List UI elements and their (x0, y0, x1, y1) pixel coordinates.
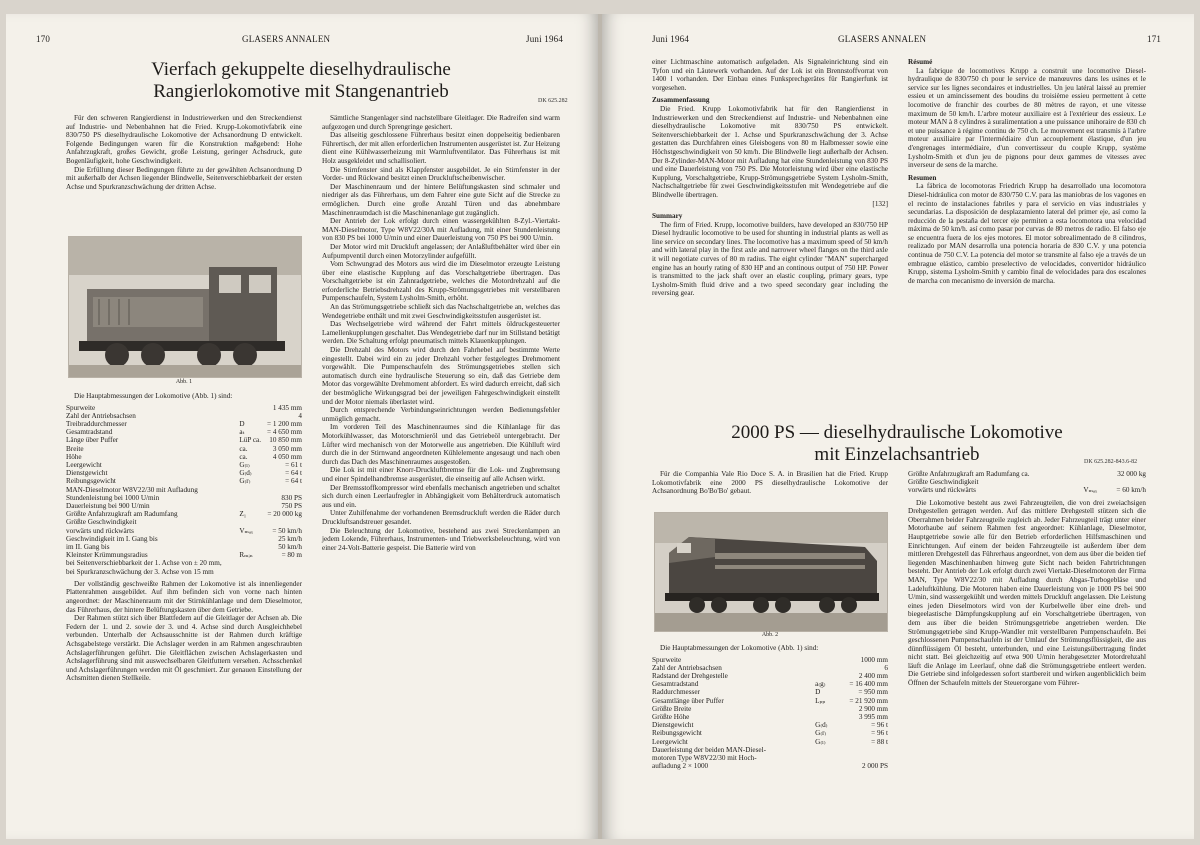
paragraph: Für den schweren Rangierdienst in Industriewerken und den Streckendienst auf Industrie- und Nebenbahnen hat die Fried. Krupp-Lokomotivfabrik eine 830/750 PS dieselhydraulische Lokomotive der Achsanordnung D entwickelt. Folgende Bedingungen waren für die Konstruktion maßgebend: Hohe Anfahrzugkraft, großes Gewicht, große Leistung, geringer Achsdruck, gute Bogenläufigkeit, hohe Geschwindigkeit. (66, 114, 302, 165)
dimension-label: MAN-Dieselmotor W8V22/30 mit Aufladung (66, 485, 198, 494)
dimension-symbol (237, 494, 263, 502)
article-title-2 (662, 422, 1132, 466)
title2-line-1: 2000 PS — dieselhydraulische Lokomotive (731, 422, 1063, 443)
dimension-row (66, 420, 302, 428)
dimension-value: = 60 km/h (1116, 486, 1146, 495)
paragraph: Der Motor wird mit Druckluft angelassen; der Anlaßluftbehälter wird über ein Aufpumpventil durch einen Motorzylinder aufgefüllt. (322, 242, 560, 260)
dimension-row (652, 721, 888, 729)
dimension-symbol: G₍d₎ (815, 721, 828, 730)
dimension-symbol (813, 656, 833, 664)
dimension-value: 1000 mm (860, 655, 888, 664)
section-heading: Summary (652, 212, 683, 221)
dimension-row (652, 705, 888, 713)
dimension-label: Dienstgewicht (66, 469, 108, 478)
dimension-row (652, 746, 888, 754)
dimension-row (652, 762, 888, 770)
dimension-row (66, 469, 302, 477)
dimension-value: = 4 650 mm (266, 428, 302, 437)
title-line-2: Rangierlokomotive mit Stangenantrieb (153, 81, 449, 102)
dimension-symbol: D (239, 420, 245, 428)
dimension-row (66, 477, 302, 485)
dimension-symbol: LüP ca. (239, 436, 262, 445)
dimension-row (908, 486, 1146, 494)
dimension-label: Raddurchmesser (652, 688, 700, 697)
dimension-label: Radstand der Drehgestelle (652, 672, 728, 680)
paragraph: Durch entsprechende Verbindungseinrichtungen werden Bedienungsfehler unmöglich gemacht. (322, 406, 560, 423)
dimension-label: Reibungsgewicht (66, 477, 116, 486)
paragraph: Vom Schwungrad des Motors aus wird die im Dieselmotor erzeugte Leistung über eine elastische Kupplung auf das Vorschaltgetriebe übertragen. Das Vorschaltgetriebe ist ein Zahnradgetriebe, welches die Motordrehzahl auf die erforderliche Betriebsdrehzahl des Krupp-Strömungsgetriebes mit verstellbaren Pumpenschaufeln, System Lysholm-Smith, erhöht. (322, 260, 560, 303)
dimension-label: Dauerleistung bei 900 U/min (66, 502, 150, 511)
dimension-value (263, 518, 302, 526)
figure-caption: Abb. 2 (761, 632, 779, 638)
dimension-label: Spurweite (652, 655, 682, 664)
dimension-value: 3 995 mm (858, 713, 888, 722)
dimension-value: = 80 m (281, 551, 302, 560)
page-number: 170 (36, 34, 51, 44)
dimension-row (66, 535, 302, 543)
dimension-row (908, 470, 1146, 478)
dimension-value: = 61 t (285, 461, 302, 470)
paragraph: Sämtliche Stangenlager sind nachstellbare Gleitlager. Die Radreifen sind warm aufgezogen und durch Sprengringe gesichert. (322, 114, 560, 131)
dimension-label: Leergewicht (652, 737, 688, 746)
dimension-symbol (237, 404, 263, 412)
title-line-1: Vierfach gekuppelte dieselhydraulische (151, 59, 451, 80)
dimension-row (66, 518, 302, 526)
paragraph: Der Bremsstoffkompressor wird ebenfalls mechanisch angetrieben und schaltet sich durch einen Leerlaufregler in Abhängigkeit vom Behälterdruck automatisch aus und ein. (322, 483, 560, 509)
dimension-value (263, 486, 302, 494)
dimension-value: = 88 t (871, 737, 888, 746)
dimension-label: motoren Type W8V22/30 mit Hoch- (652, 754, 757, 763)
right-page (602, 14, 1194, 839)
dimension-symbol (237, 486, 263, 494)
dimension-value: 4 050 mm (272, 452, 302, 461)
paragraph: Im vorderen Teil des Maschinenraumes sind die Kühlanlage für das Motorkühlwasser, das Motorschmieröl und das Getriebeöl untergebracht. Der Lüfter wird mechanisch von der Motorwelle aus angetrieben. Die Kühlluft wird durch die in der Stirnwand angeordneten Kühlelemente angesaugt und nach oben durch das Dach des Maschinenraumes ausgestoßen. (322, 423, 560, 466)
paragraph: Der vollständig geschweißte Rahmen der Lokomotive ist als innenliegender Plattenrahmen ausgebildet. Auf ihm befinden sich von vorne nach hinten angeordnet: der Maschinenraum mit der Stirnkühlanlage und dem Dieselmotor, das Führerhaus, der hintere Belüftungskasten über dem Getriebe. (66, 579, 302, 614)
dimension-symbol: Z₁ (239, 510, 247, 519)
paragraph: The firm of Fried. Krupp, locomotive builders, have developed an 830/750 HP Diesel hydraulic locomotive to be used for shunting in industrial plants as well as line service on secondary lines. The locomotive has a maximum speed of 50 km/h and with lateral play in the first axle and narrower wheel flanges on the third axle it will negotiate curves of 80 m radius. The eight cylinder "MAN" supercharged engine has an hourly rating of 830 HP and an continous output of 750 HP. Power is transmitted to the jack shaft over an elastic coupling, primary gears, type Lysholm-Smith fluid drive and a two speed secondary gear including the reversing gear. (652, 220, 888, 298)
dimension-row (652, 680, 888, 688)
dimension-value: 3 050 mm (272, 444, 302, 453)
dimension-label: Leergewicht (66, 461, 102, 470)
dimension-row (66, 453, 302, 461)
dimension-value: = 21 920 mm (849, 696, 888, 705)
locomotive-photo-2 (654, 512, 888, 632)
left-page (6, 14, 598, 839)
dimension-label: Gesamtradstand (652, 680, 699, 689)
paragraph: Die Lok ist mit einer Knorr-Druckluftbremse für die Lok- und Zugbremsung und einer Spindelhandbremse ausgerüstet, die einseitig auf alle Achsen wirkt. (322, 466, 560, 483)
dimension-symbol (237, 502, 263, 510)
dimension-value: = 1 200 mm (266, 420, 302, 428)
dimension-value (1104, 478, 1146, 486)
dimension-label: Größte Geschwindigkeit (66, 518, 137, 527)
left-column-1 (66, 114, 302, 191)
dimension-symbol: ca. (239, 444, 248, 453)
section-heading: Résumé (908, 58, 933, 66)
dims-intro: Die Hauptabmessungen der Lokomotive (Abb. 1) sind: (660, 644, 819, 652)
dimension-symbol (813, 762, 833, 770)
dimension-label: Treibraddurchmesser (66, 420, 127, 428)
dimension-symbol: G₍ₗ₎ (815, 737, 826, 746)
dimension-row (66, 445, 302, 453)
paragraph: Das Wechselgetriebe wird während der Fahrt mittels öldruckgesteuerter Lamellenkupplungen geschaltet. Das Wendegetriebe darf nur im Stillstand betätigt werden. Die Schaltung erfolgt pneumatisch mittels Klauenkupplungen. (322, 320, 560, 346)
dimension-value (833, 754, 888, 762)
right-column-2-bottom (908, 470, 1146, 688)
left-dims-block (66, 392, 302, 683)
dimension-label: aufladung 2 × 1000 (652, 762, 709, 771)
dimension-value (263, 559, 302, 567)
paragraph: Die Stirnfenster sind als Klappfenster ausgebildet. Je ein Stirnfenster in der Vorder- und Rückwand besitzt einen Druckluftscheibenwischer. (322, 165, 560, 183)
dimension-value: = 96 t (871, 721, 888, 730)
dimension-symbol (813, 746, 833, 754)
dimension-symbol: Lₚₚ (815, 696, 826, 705)
paragraph: Für die Companhia Vale Rio Doce S. A. in Brasilien hat die Fried. Krupp Lokomotivfabrik eine 2000 PS dieselhydraulische Lokomotive der Achsanordnung Bo'Bo'Bo' gebaut. (652, 470, 888, 496)
dimension-label: Gesamtlänge über Puffer (652, 696, 724, 705)
paragraph: An das Strömungsgetriebe schließt sich das Nachschaltgetriebe an, welches das Wendegetriebe enthält und mit zwei Geschwindigkeitsstufen ausgerüstet ist. (322, 303, 560, 320)
dimension-symbol (237, 535, 263, 543)
dimension-label: Länge über Puffer (66, 436, 119, 445)
paragraph: La fabrique de locomotives Krupp a construit une locomotive Diesel-hydraulique de 830/750 ch pour le service de manœuvres dans les usines et le service sur les lignes secondaires et industrielles. Un jeu latéral laissé au premier essieu et un amincissement des boudins du troisième essieu permettent à cette locomotive de franchir des courbes de 80 mètres de rayon, et une vitesse maximum de 50 km/h. L'arbre moteur auxiliaire est à l'extérieur des essieux. Le moteur MAN à 8 cylindres à suralimentation a une puissance unihoraire de 830 ch et une puissance à régime continu de 750 ch. Le mouvement est transmis à l'arbre moteur auxiliaire par l'intermédiaire d'un accouplement élastique, d'un jeu d'engrenages intermédiaire, d'un convertisseur du couple Krupp, système Lysholm-Smith et d'un jeu de pignons pour deux gammes de vitesses avec inverseur de sens de la marche. (908, 66, 1146, 170)
running-head: GLASERS ANNALEN (838, 34, 927, 44)
dimension-value: = 96 t (871, 729, 888, 738)
dimension-symbol: G₍r₎ (815, 729, 827, 738)
left-column-2 (322, 114, 560, 552)
dimension-symbol (237, 412, 263, 420)
dimension-row (652, 729, 888, 737)
dimension-symbol: D (815, 688, 821, 697)
dimension-value: 25 km/h (278, 534, 302, 543)
dimension-value: = 16 400 mm (849, 680, 888, 689)
dimension-value: 2 400 mm (858, 672, 888, 680)
dimension-symbol (1081, 478, 1103, 486)
dimension-value: = 64 t (285, 477, 302, 486)
paragraph: Die Erfüllung dieser Bedingungen führte zu der gewählten Achsanordnung D mit außerhalb der Achsen liegender Blindwelle, Seitenverschiebbarkeit der ersten Achse und Spurkranzschwächung der dritten Achse. (66, 165, 302, 191)
dimension-row (66, 486, 302, 494)
title2-line-2: mit Einzelachsantrieb (814, 444, 980, 465)
dimension-symbol (813, 672, 833, 680)
section-heading: Zusammenfassung (652, 96, 710, 105)
dimension-symbol (813, 705, 833, 713)
dimension-row (66, 543, 302, 551)
dimension-row (66, 559, 302, 567)
dimension-row (652, 656, 888, 664)
dimension-label: bei Spurkranzschwächung der 3. Achse von 15 mm (66, 567, 214, 576)
dimension-symbol: Vₘₐₓ (239, 526, 253, 535)
paragraph: Die Lokomotive besteht aus zwei Fahrzeugteilen, die von drei zweiachsigen Drehgestellen getragen werden. Auf das mittlere Drehgestell stützen sich die Oberrahmen beider Fahrzeugteile zugleich ab. Jeder Fahrzeugteil trägt unter einer Motorhaube auf seinem Rahmen fest angeordnet: Kühlanlage, Dieselmotor, Hauptgetriebe sowie alle für den Betrieb erforderlichen Hilfsmaschinen und Einrichtungen. Auf einem der beiden Fahrzeugteile ist außerdem über dem mittleren Drehgestell das Führerhaus angeordnet, von dem aus über die beiden tief liegenden Maschinenhauben hinweg gute Sicht nach beiden Fahrtrichtungen besteht. Der Antrieb der Lok erfolgt durch zwei Viertakt-Dieselmotoren der Firma MAN, Type W8V22/30 mit Aufladung durch Abgas-Turbogebläse und Ladeluftkühlung. Die Motoren haben eine Dauerleistung von je 1000 PS bei 900 U/min, sind wassergekühlt und werden mittels Druckluft angelassen. Die Leistung eines jeden Dieselmotors wird von der Kurbelwelle über eine dreh- und biegeelastische Dämpfungskupplung auf ein Vorschaltgetriebe übertragen, von dem aus über die beiden Strömungsgetriebe angetrieben werden. Die Strömungsgetriebe sind Krupp-Wandler mit verstellbaren Pumpenschaufeln. Bei geschlossenen Pumpenschaufeln ist der Umlauf der Strömungsflüssigkeit, die aus dünnflüssigem Öl besteht, unterbunden, und eine Leistungsübertragung findet nicht statt. Bei gleichzeitig auf etwa 900 U/min herabgesetzter Motordrehzahl läuft die Anlage im Leerlauf, ohne daß die Strömungsgetriebe entleert werden. Die Getriebe sind infolgedessen sofort startbereit und wirken augenblicklich beim Öffnen der Schaufeln mittels der Steuerorgane vom Führer- (908, 498, 1146, 688)
dimension-value: 2 900 mm (858, 704, 888, 713)
dimension-row (66, 568, 302, 576)
running-head: GLASERS ANNALEN (242, 34, 331, 44)
dimension-row (66, 502, 302, 510)
dimension-symbol: G₍r₎ (239, 477, 251, 486)
dimension-value: 4 (298, 411, 302, 420)
paragraph: Unter Zuhilfenahme der vorhandenen Bremsdruckluft werden die Räder durch Druckluftsandstreuer gesandet. (322, 509, 560, 526)
dimension-value: 1 435 mm (272, 403, 302, 412)
dimension-label: Gesamtradstand (66, 428, 113, 437)
section-heading: Resumen (908, 173, 937, 182)
dimension-label: Kleinster Krümmungsradius (66, 551, 148, 560)
dimension-row (652, 754, 888, 762)
dimension-row (66, 404, 302, 412)
dimension-label: Höhe (66, 452, 82, 461)
dimension-row (652, 697, 888, 705)
dimension-symbol (237, 543, 263, 551)
dimension-row (66, 412, 302, 420)
dimension-value: = 64 t (285, 469, 302, 478)
dimension-value (263, 568, 302, 576)
dimension-value: 2 000 PS (862, 762, 888, 771)
right-column-1-top (652, 58, 888, 298)
paragraph: einer Lichtmaschine automatisch aufgeladen. Als Signaleinrichtung sind ein Tyfon und ein Läutewerk vorhanden. Auf der Lok ist ein Brennstoffvorrat von 1400 l vorhanden. Der Einbau eines Funksprechgerätes für Rangierfunk ist vorgesehen. (652, 58, 888, 92)
paragraph: Die Beleuchtung der Lokomotive, bestehend aus zwei Streckenlampen an jedem Lokende, Führerhaus, Instrumenten- und Triebwerksbeleuchtung, wird von einer 24-Volt-Batterie gespeist. Die Batterie wird von (322, 526, 560, 552)
dimension-label: Größte Anfahrzugkraft am Radumfang ca. (908, 470, 1030, 478)
dimension-row (908, 478, 1146, 486)
dimension-row (66, 494, 302, 502)
dimension-row (652, 688, 888, 696)
dk-classification: DK 625.282 (538, 98, 568, 104)
dimension-value: 830 PS (281, 493, 302, 502)
dimension-value: 50 km/h (278, 543, 302, 552)
dimension-value (833, 746, 888, 754)
paragraph: Der Antrieb der Lok erfolgt durch einen wassergekühlten 8-Zyl.-Viertakt-MAN-Dieselmotor, Type W8V22/30A mit Aufladung, mit einer Stundenleistung von 830 PS bei 1000 U/min und einer Dauerleistung von 750 PS bei 900 U/min. (322, 217, 560, 243)
right-intro (652, 470, 888, 496)
dimension-symbol (813, 754, 833, 762)
dimension-symbol (237, 518, 263, 526)
dimension-row (652, 672, 888, 680)
dimension-symbol (237, 559, 263, 567)
locomotive-photo-1 (68, 236, 302, 378)
dimension-label: Dienstgewicht (652, 721, 694, 730)
dimension-row (652, 664, 888, 672)
dimension-symbol: G₍d₎ (239, 469, 252, 478)
dimension-symbol (813, 713, 833, 721)
dimension-symbol: Rₘᵢₙ (239, 551, 253, 560)
dimension-label: Reibungsgewicht (652, 729, 702, 738)
dimension-label: Größte Breite (652, 704, 692, 713)
dimension-label: vorwärts und rückwärts (66, 526, 134, 535)
right-dims-block (652, 644, 888, 770)
dimension-row (66, 527, 302, 535)
dimension-label: Spurweite (66, 403, 96, 412)
dimension-symbol: G₍ₗ₎ (239, 461, 250, 470)
dimension-symbol: ca. (239, 452, 248, 461)
dims-intro: Die Hauptabmessungen der Lokomotive (Abb. 1) sind: (74, 392, 233, 400)
issue-date: Juni 1964 (526, 34, 564, 44)
paragraph: Die Fried. Krupp Lokomotivfabrik hat für den Rangierdienst in Industriewerken und den Streckendienst auf Industrie- und Nebenbahnen eine dieselhydraulische Lokomotive mit 830/750 PS entwickelt. Seitenverschiebbarkeit der 1. Achse und Spurkranzschwächung der 3. Achse gestatten das Durchfahren eines Gleisbogens von 80 m Halbmesser sowie eine Höchstgeschwindigkeit von 50 km/h. Die Blindwelle liegt außerhalb der Achsen. Der 8-Zylinder-MAN-Motor mit Aufladung hat eine Stundenleistung von 830 PS und eine Dauerleistung von 750 PS. Die Motorleistung wird über eine elastische Kupplung, Vorschaltgetriebe, Krupp-Strömungsgetriebe System Lysholm-Smith, Nachschaltgetriebe für zwei Geschwindigkeitsstufen mit Wendegetriebe auf die Blindwelle übertragen. (652, 104, 888, 199)
dimensions-table (66, 404, 302, 576)
dimension-label: Breite (66, 444, 84, 453)
dimension-symbol: Vₘₐₓ (1083, 486, 1098, 495)
paragraph: Der Rahmen stützt sich über Blattfedern auf die Gleitlager der Achsen ab. Die Federn der 1. und 2. sowie der 3. und 4. Achse sind durch Ausgleichhebel verbunden. Unterhalb der Achsausschnitte ist der Rahmen durch kräftige Achsgabelstege verstärkt. Die Achslager werden in am Rahmen angeschraubten Achslagerführungen geführt. Die Gleitflächen zwischen Achslagerkasten und Achslagerführung sind mit auswechselbaren Gleitfuttern versehen. Achsschenkel und Achslagerführungen werden mit Öl geschmiert. Zur genauen Einstellung der Achsmitten dienen Stellkeile. (66, 614, 302, 683)
page-number: 171 (1147, 34, 1162, 44)
dimension-row (652, 738, 888, 746)
dimension-label: bei Seitenverschiebbarkeit der 1. Achse von ± 20 mm, (66, 559, 222, 568)
dimension-symbol: a₍g₎ (815, 680, 826, 689)
dimension-value: = 950 mm (858, 688, 888, 697)
dimension-label: Stundenleistung bei 1000 U/min (66, 493, 160, 502)
dimension-label: Zahl der Antriebsachsen (652, 663, 722, 672)
dimension-row (66, 436, 302, 444)
paragraph: La fábrica de locomotoras Friedrich Krupp ha desarrollado una locomotora Diesel-hidráulica con motor de 830/750 C.V. para las maniobras de los vagones en el recinto de instalaciones fabriles y para el servicio en vías industriales y secundarias. La disposición de desplazamiento lateral del primer eje, así como la reducción de la pestaña del tercer eje permiten a esta locomotora una velocidad máxima de 50 km/h. así como pasar por curvas de 80 metros de radio. El falso eje se encuentra fuera de los ejes motores. El motor sobrealimentado de 8 cilindros, realizado por MAN desarrolla una potencia horaria de 830 C.V. y una potencia continua de 750 C.V. La potencia del motor se transmite al falso eje a través de un embrague elástico, cambio preselectivo de velocidades, convertidor hidráulico Krupp, sistema Lysholm-Smith y cambio final de velocidades para dos escalones de marcha con mecanismo de inversión de marcha. (908, 182, 1146, 285)
dimension-value: = 50 km/h (272, 526, 302, 535)
reference-number: [132] (872, 199, 888, 208)
left-column-1-continued (66, 580, 302, 683)
dimension-symbol (237, 568, 263, 576)
dimension-value: = 20 000 kg (267, 510, 302, 519)
article-title (66, 59, 536, 103)
dimensions-table (652, 656, 888, 771)
figure-caption: Abb. 1 (175, 379, 193, 385)
dimension-label: Dauerleistung der beiden MAN-Diesel- (652, 745, 766, 754)
dimension-row (66, 461, 302, 469)
dimension-row (66, 551, 302, 559)
paragraph: Das allseitig geschlossene Führerhaus besitzt einen doppelseitig bedienbaren Führertisch, der mit allen erforderlichen Instrumenten ausgerüstet ist. Zur Heizung dient eine Kühlwasserheizung mit Warmluftventilator. Das Führerhaus ist mit Holz ausgekleidet und schallisoliert. (322, 131, 560, 165)
right-column-2-top (908, 58, 1146, 285)
dimension-label: Größte Anfahrzugkraft am Radumfang (66, 510, 178, 519)
dimension-value: 10 850 mm (269, 436, 302, 445)
dimension-row (66, 510, 302, 518)
dimension-label: Größte Geschwindigkeit (908, 478, 979, 487)
dimension-row (652, 713, 888, 721)
dimension-value: 32 000 kg (1117, 470, 1146, 478)
issue-date: Juni 1964 (652, 34, 690, 44)
dk-classification: DK 625.282-843.6-82 (1084, 459, 1138, 465)
dimension-label: Größte Höhe (652, 713, 690, 722)
dimension-symbol (813, 664, 833, 672)
dimension-value: 6 (884, 663, 888, 672)
paragraph: Der Maschinenraum und der hintere Belüftungskasten sind schmaler und niedriger als das Führerhaus, um dem Fahrer eine gute Sicht auf die Strecke zu ermöglichen. Durch eine große Anzahl Türen und das abnehmbare Maschinenraumdach ist die Maschinenanlage gut zugänglich. (322, 182, 560, 217)
dimension-label: Geschwindigkeit im I. Gang bis (66, 534, 158, 543)
dimension-symbol: aₜ (239, 428, 245, 437)
dimension-label: vorwärts und rückwärts (908, 486, 976, 495)
dimension-value: 750 PS (281, 502, 302, 511)
dimension-label: im II. Gang bis (66, 543, 110, 552)
paragraph: Die Drehzahl des Motors wird durch den Fahrhebel auf bestimmte Werte eingestellt. Dabei wird ein zu jeder Drehzahl vorher festgelegtes Drehmoment vorgewählt. Die Pumpenschaufeln des Strömungsgetriebes stellen sich automatisch durch eine hydraulische Steuerung so ein, daß das Getriebe dem Motor das vorgewählte Drehmoment abfordert. Es wird dadurch erreicht, daß sich der bestmögliche Wirkungsgrad bei der jeweiligen Fahrgeschwindigkeit einstellt und der Motor niemals überlastet wird. (322, 346, 560, 406)
dimension-symbol (1081, 470, 1103, 478)
dimensions-table (908, 470, 1146, 495)
dimension-row (66, 428, 302, 436)
dimension-label: Zahl der Antriebsachsen (66, 411, 136, 420)
